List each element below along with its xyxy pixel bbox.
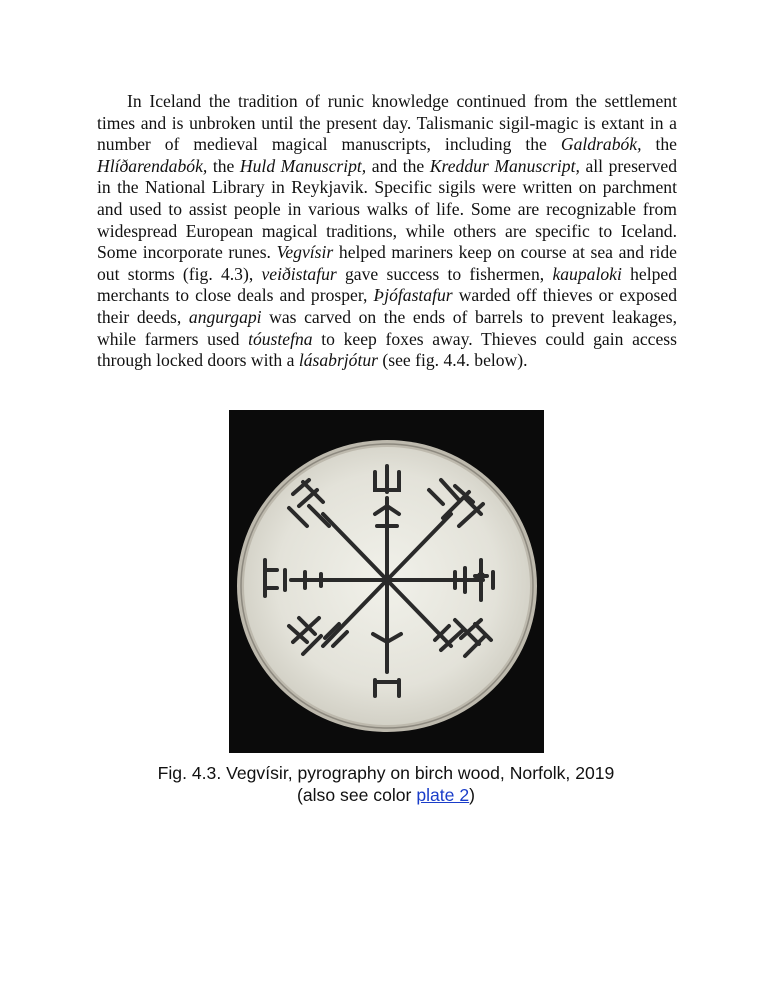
text-run: and the [366,155,430,176]
text-run: helped mariners keep on course at sea and ride out storms (fig. 4.3), [97,242,677,284]
text-run: warded off thieves or exposed their deeds, [97,285,678,327]
vegvisir-sigil-image [229,410,544,753]
italic-term: Huld Manuscript, [239,155,367,176]
text-run: the [207,155,240,176]
italic-term: veiðistafur [261,263,337,284]
caption-line-1: Fig. 4.3. Vegvísir, pyrography on birch wood, Norfolk, 2019 [157,763,615,783]
text-run: (see fig. 4.4. below). [378,350,528,371]
italic-term: Hlíðarendabók, [97,155,208,176]
italic-term: tóustefna [248,328,313,349]
plate-2-link[interactable]: plate 2 [416,785,470,805]
italic-term: lásabrjótur [298,350,379,371]
italic-term: Kreddur Manuscript, [429,155,580,176]
caption-line-2-prefix: (also see color [297,785,417,805]
text-run: gave success to fishermen, [336,263,553,284]
italic-term: Galdrabók, [560,134,642,155]
caption-line-2-suffix: ) [469,785,475,805]
text-run: helped merchants to close deals and prosper, [97,263,677,306]
figure-vegvisir-photo [229,410,544,753]
text-run: the [641,134,677,155]
text-run: all preserved in the National Library in Reykjavik. Specific sigils were written on parchment and used to assist people in various walks of life. Some are recognizable from widespread European magical traditions, while others are specific to Iceland. Some incorporate runes. [97,155,677,263]
italic-term: angurgapi [188,306,262,327]
text-run: to keep foxes away. Thieves could gain access through locked doors with a [97,328,677,371]
body-paragraph [97,91,677,372]
italic-term: Vegvísir [276,242,334,263]
figure-caption [86,762,686,806]
text-run: was carved on the ends of barrels to prevent leakages, while farmers used [97,306,677,349]
italic-term: kaupaloki [552,263,622,284]
caption-line-2 [86,784,686,806]
text-run: In Iceland the tradition of runic knowledge continued from the settlement times and is unbroken until the present day. Talismanic sigil-magic is extant in a number of medieval magical manuscripts, including the [97,91,677,155]
italic-term: Þjófastafur [373,285,453,306]
